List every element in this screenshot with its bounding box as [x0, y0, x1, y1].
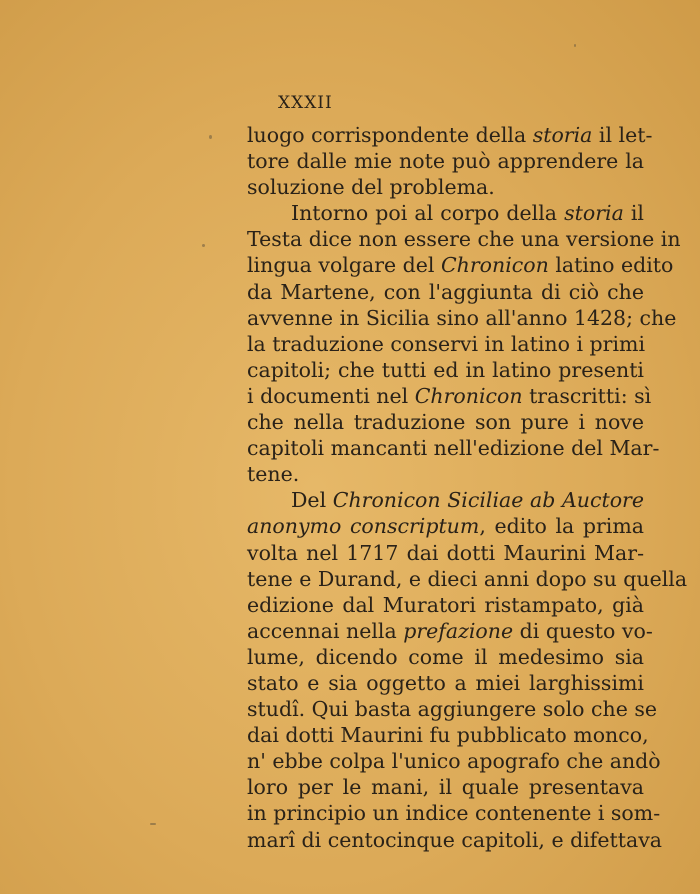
text-line — [247, 383, 652, 409]
text-run: i documenti nel — [247, 383, 415, 408]
text-run: da Martene, con l'aggiunta di ciò che — [247, 279, 644, 304]
text-run: Testa dice non essere che una versione in — [247, 227, 681, 252]
text-run: di questo vo- — [513, 618, 653, 643]
text-line — [247, 435, 660, 461]
text-line — [247, 618, 653, 644]
text-run: loro per le mani, il quale presentava — [247, 775, 644, 800]
text-run: il — [623, 201, 644, 226]
text-line — [247, 722, 649, 748]
text-line — [247, 592, 644, 618]
text-run: latino edito — [548, 253, 674, 278]
text-line — [247, 670, 644, 696]
text-run: che nella traduzione son pure i nove — [247, 410, 644, 435]
text-line — [247, 748, 661, 774]
italic-text: Chronicon — [440, 253, 549, 278]
text-run: tore dalle mie note può apprendere la — [247, 149, 644, 174]
text-run: dai dotti Maurini fu pubblicato monco, — [247, 723, 649, 748]
text-line — [247, 331, 644, 357]
text-line — [247, 305, 677, 331]
text-run: avvenne in Sicilia sino all'anno 1428; che — [247, 305, 677, 330]
text-line — [247, 174, 644, 200]
text-line — [247, 279, 644, 305]
text-run: soluzione del problema. — [247, 175, 495, 200]
italic-text: Chronicon Siciliae ab Auctore — [332, 488, 644, 513]
text-line — [247, 644, 644, 670]
text-run: tene e Durand, e dieci anni dopo su quella — [247, 566, 688, 591]
text-run: lingua volgare del — [247, 253, 441, 278]
text-run: edizione dal Muratori ristampato, già — [247, 592, 644, 617]
text-run: capitoli mancanti nell'edizione del Mar- — [247, 436, 660, 461]
text-line — [247, 827, 662, 853]
text-run: in principio un indice contenente i som- — [247, 801, 661, 826]
text-run: volta nel 1717 dai dotti Maurini Mar- — [247, 540, 644, 565]
body-text — [247, 122, 688, 853]
paper-speck — [574, 44, 576, 47]
text-run: trascritti: sì — [522, 383, 652, 408]
text-run: n' ebbe colpa l'unico apografo che andò — [247, 749, 661, 774]
text-line — [247, 357, 644, 383]
italic-text: storia — [564, 201, 624, 226]
text-run: capitoli; che tutti ed in latino presenti — [247, 357, 644, 382]
paper-speck — [150, 823, 156, 825]
text-run: lume, dicendo come il medesimo sia — [247, 644, 644, 669]
text-line — [247, 252, 674, 278]
paper-speck — [209, 135, 212, 139]
italic-text: storia — [532, 123, 593, 147]
text-run: Del — [291, 488, 333, 513]
text-run: studî. Qui basta aggiungere solo che se — [247, 697, 657, 722]
text-run: il let- — [592, 123, 653, 147]
text-line — [247, 487, 644, 513]
text-line — [247, 513, 644, 539]
text-run: marî di centocinque capitoli, e difettava — [247, 827, 662, 852]
text-line — [247, 409, 644, 435]
text-line — [247, 774, 644, 800]
text-run: , edito la prima — [479, 514, 644, 539]
text-line — [247, 566, 688, 592]
text-line — [247, 800, 661, 826]
text-run: accennai nella — [247, 618, 404, 643]
text-line — [247, 461, 644, 487]
text-line — [247, 696, 657, 722]
page-number: XXXII — [278, 93, 333, 113]
text-line — [247, 122, 653, 148]
text-line — [247, 200, 644, 226]
paper-speck — [202, 244, 205, 247]
text-line — [247, 540, 644, 566]
text-line — [247, 148, 644, 174]
italic-text: anonymo conscriptum — [247, 514, 480, 539]
text-run: la traduzione conservi in latino i primi — [247, 331, 646, 356]
text-run: tene. — [247, 462, 300, 487]
text-run: stato e sia oggetto a miei larghissimi — [247, 670, 644, 695]
text-run: Intorno poi al corpo della — [291, 201, 565, 226]
text-run: luogo corrispondente della — [247, 123, 533, 147]
italic-text: prefazione — [403, 618, 514, 643]
italic-text: Chronicon — [414, 383, 523, 408]
text-line — [247, 226, 681, 252]
